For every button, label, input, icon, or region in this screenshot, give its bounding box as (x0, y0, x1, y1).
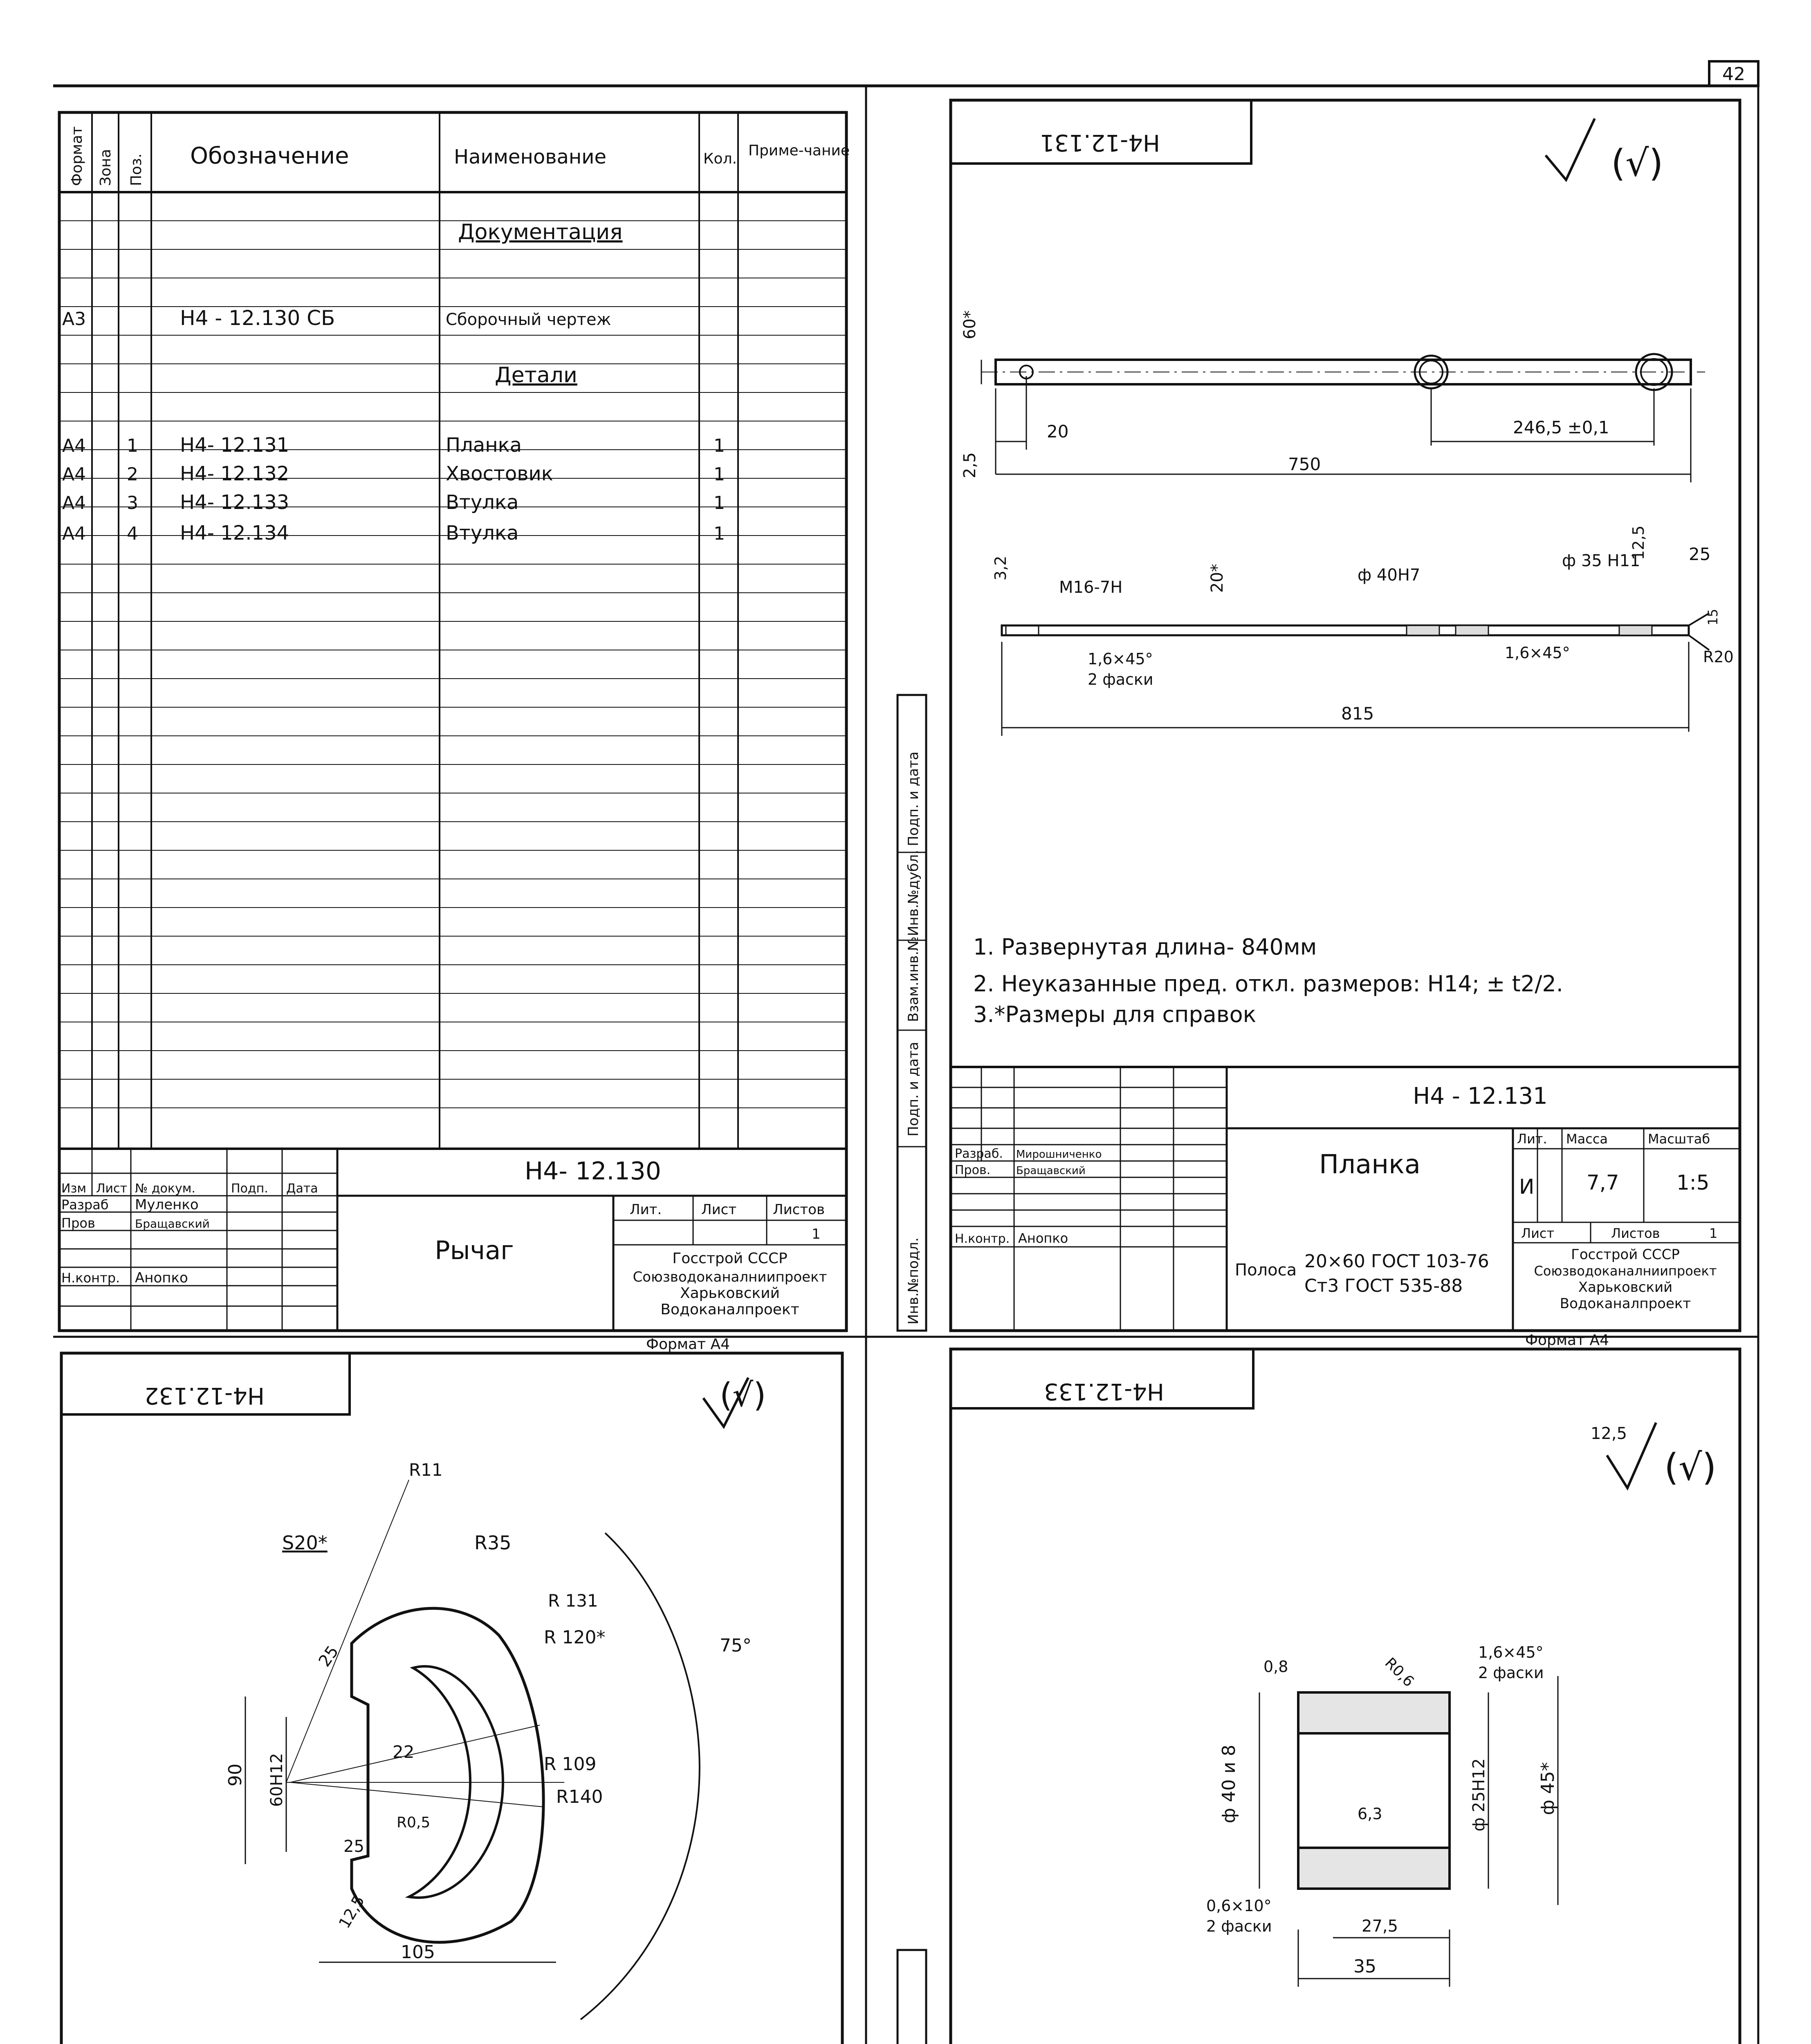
tail-part-drawing (225, 1460, 752, 2019)
svg-text:25: 25 (1689, 544, 1711, 564)
svg-text:15: 15 (1705, 609, 1721, 625)
svg-text:1: 1 (714, 493, 725, 513)
svg-text:Подп.: Подп. (231, 1181, 268, 1196)
parts-row (62, 462, 725, 485)
svg-text:S20*: S20* (282, 1532, 328, 1554)
svg-text:Союзводоканалниипроект: Союзводоканалниипроект (633, 1269, 827, 1285)
format-131: Формат А4 (1525, 1332, 1609, 1349)
svg-text:И: И (1519, 1175, 1535, 1199)
hdr-designation: Обозначение (190, 143, 349, 169)
svg-text:4: 4 (127, 523, 138, 544)
code-131: Н4 - 12.131 (1413, 1083, 1548, 1109)
svg-text:1:5: 1:5 (1676, 1171, 1710, 1195)
svg-text:Лит.: Лит. (1517, 1131, 1547, 1147)
svg-text:Взам.инв.№: Взам.инв.№ (905, 936, 922, 1022)
svg-text:90: 90 (225, 1764, 246, 1786)
svg-text:Изм: Изм (61, 1181, 87, 1196)
svg-text:Хвостовик: Хвостовик (446, 462, 553, 485)
svg-text:Пров.: Пров. (955, 1163, 991, 1177)
svg-text:1: 1 (714, 523, 725, 544)
svg-text:R20: R20 (1703, 648, 1734, 666)
spec-title-block (59, 1149, 846, 1353)
svg-text:Н4- 12.132: Н4- 12.132 (180, 462, 289, 485)
bushing-section (1206, 1643, 1558, 1987)
svg-text:А4: А4 (62, 493, 86, 513)
sheet-133 (898, 1349, 1740, 2044)
svg-text:Лист: Лист (1521, 1226, 1555, 1241)
svg-text:2 фаски: 2 фаски (1088, 670, 1153, 688)
svg-text:1: 1 (714, 435, 725, 456)
svg-text:ф 25Н12: ф 25Н12 (1470, 1758, 1488, 1831)
svg-text:ф 35 Н11: ф 35 Н11 (1562, 551, 1640, 570)
svg-text:ф 45*: ф 45* (1537, 1762, 1558, 1815)
page-number-box (1709, 61, 1758, 86)
svg-text:1: 1 (812, 1226, 821, 1242)
svg-text:Листов: Листов (1611, 1226, 1660, 1241)
svg-text:105: 105 (401, 1942, 435, 1963)
svg-text:1,6×45°: 1,6×45° (1478, 1643, 1544, 1661)
svg-text:А4: А4 (62, 435, 86, 456)
svg-text:R11: R11 (409, 1460, 443, 1480)
svg-text:R 131: R 131 (548, 1591, 598, 1611)
svg-text:1: 1 (127, 435, 138, 456)
doc-row-name: Сборочный чертеж (446, 310, 611, 329)
svg-text:Планка: Планка (446, 434, 522, 457)
svg-text:Лист: Лист (96, 1181, 128, 1196)
svg-text:Муленко: Муленко (135, 1197, 199, 1213)
svg-text:2 фаски: 2 фаски (1206, 1917, 1272, 1935)
hdr-name: Наименование (454, 146, 607, 168)
svg-text:2 фаски: 2 фаски (1478, 1664, 1544, 1682)
svg-text:А4: А4 (62, 464, 86, 485)
hdr-pos: Поз. (128, 153, 145, 186)
svg-text:Листов: Листов (773, 1201, 825, 1218)
doc-row-designation: Н4 - 12.130 СБ (180, 306, 335, 330)
stamp-code-133: Н4-12.133 (1044, 1378, 1164, 1405)
svg-text:Инв.№подл.: Инв.№подл. (905, 1237, 922, 1325)
svg-text:R 109: R 109 (544, 1754, 597, 1775)
svg-text:1,6×45°: 1,6×45° (1088, 650, 1153, 668)
section-documentation: Документация (458, 220, 623, 244)
svg-text:Лит.: Лит. (630, 1201, 662, 1218)
plank-side-view (992, 525, 1734, 736)
svg-text:1,6×45°: 1,6×45° (1505, 644, 1570, 662)
svg-text:Дата: Дата (286, 1181, 318, 1196)
svg-text:60*: 60* (960, 310, 979, 339)
svg-text:ф 40Н7: ф 40Н7 (1358, 566, 1421, 585)
title-block-131 (951, 1067, 1740, 1349)
svg-text:0,8: 0,8 (1263, 1658, 1288, 1676)
spec-title: Рычаг (435, 1235, 514, 1265)
svg-text:3,2: 3,2 (992, 556, 1010, 580)
svg-text:20*: 20* (1208, 564, 1227, 593)
side-label-strip (898, 695, 926, 1331)
svg-text:27,5: 27,5 (1362, 1917, 1398, 1936)
svg-text:2. Неуказанные пред. откл. раз: 2. Неуказанные пред. откл. размеров: Н14; ± t2/2. (973, 971, 1563, 997)
svg-text:60Н12: 60Н12 (267, 1753, 286, 1807)
svg-text:22: 22 (393, 1742, 415, 1762)
svg-text:Мирошниченко: Мирошниченко (1016, 1148, 1102, 1161)
specification-sheet (59, 112, 850, 1353)
svg-text:R 120*: R 120* (544, 1627, 606, 1648)
svg-text:20×60 ГОСТ 103-76: 20×60 ГОСТ 103-76 (1304, 1251, 1489, 1272)
roughness-value-133: 12,5 (1591, 1424, 1627, 1443)
sheet-132 (61, 1353, 842, 2044)
notes-131 (973, 934, 1563, 1027)
svg-text:Подп. и дата: Подп. и дата (905, 751, 922, 846)
roughness-133: (√) (1664, 1446, 1717, 1489)
svg-text:Водоканалпроект: Водоканалпроект (1560, 1295, 1691, 1312)
spec-code: Н4- 12.130 (525, 1157, 661, 1186)
svg-text:Бращавский: Бращавский (135, 1217, 210, 1230)
stamp-code-132: Н4-12.132 (144, 1382, 265, 1409)
svg-text:Полоса: Полоса (1235, 1261, 1297, 1280)
svg-text:Н4- 12.133: Н4- 12.133 (180, 491, 289, 514)
svg-text:0,6×10°: 0,6×10° (1206, 1897, 1272, 1915)
hdr-note: Приме-чание (748, 142, 850, 159)
svg-text:Харьковский: Харьковский (680, 1285, 780, 1302)
svg-text:А4: А4 (62, 523, 86, 544)
svg-text:25: 25 (343, 1837, 364, 1856)
svg-text:Госстрой СССР: Госстрой СССР (672, 1250, 788, 1267)
svg-text:Н4- 12.131: Н4- 12.131 (180, 434, 289, 457)
svg-text:3.*Размеры для справок: 3.*Размеры для справок (973, 1002, 1257, 1027)
svg-text:R140: R140 (556, 1786, 603, 1807)
svg-text:2: 2 (127, 464, 138, 485)
svg-text:№ докум.: № докум. (135, 1181, 195, 1196)
svg-text:Анопко: Анопко (1018, 1230, 1068, 1246)
parts-row (62, 434, 725, 457)
svg-text:Харьковский: Харьковский (1578, 1279, 1673, 1295)
svg-text:1. Развернутая длина- 840мм: 1. Развернутая длина- 840мм (973, 934, 1317, 960)
svg-text:25: 25 (315, 1642, 343, 1670)
svg-text:20: 20 (1047, 421, 1069, 442)
svg-text:Втулка: Втулка (446, 522, 519, 545)
side-label-strip (898, 1950, 926, 2044)
svg-text:2,5: 2,5 (960, 452, 979, 478)
svg-text:3: 3 (127, 493, 138, 513)
svg-text:Пров: Пров (61, 1215, 95, 1231)
parts-row (62, 491, 725, 514)
svg-text:Н.контр.: Н.контр. (955, 1232, 1010, 1246)
roughness-132: (√) (720, 1376, 766, 1414)
svg-text:R35: R35 (474, 1532, 512, 1554)
sheet-131 (898, 100, 1740, 1349)
svg-text:75°: 75° (720, 1635, 752, 1656)
svg-text:Водоканалпроект: Водоканалпроект (660, 1301, 799, 1318)
hdr-qty: Кол. (703, 150, 737, 167)
svg-text:Н.контр.: Н.контр. (61, 1270, 120, 1286)
page-number: 42 (1722, 64, 1745, 85)
svg-text:ф 40 и 8: ф 40 и 8 (1219, 1744, 1239, 1823)
svg-text:Ст3 ГОСТ 535-88: Ст3 ГОСТ 535-88 (1304, 1275, 1463, 1296)
svg-text:Масштаб: Масштаб (1648, 1131, 1710, 1147)
svg-text:815: 815 (1341, 704, 1374, 724)
parts-row (62, 522, 725, 545)
svg-text:12,5: 12,5 (335, 1892, 368, 1932)
svg-text:Анопко: Анопко (135, 1270, 188, 1286)
svg-text:Госстрой СССР: Госстрой СССР (1571, 1246, 1680, 1263)
svg-text:Бращавский: Бращавский (1016, 1165, 1086, 1177)
svg-text:R0,6: R0,6 (1381, 1654, 1417, 1690)
svg-text:Союзводоканалниипроект: Союзводоканалниипроект (1534, 1263, 1717, 1279)
hdr-format: Формат (69, 126, 85, 186)
svg-text:246,5 ±0,1: 246,5 ±0,1 (1513, 417, 1609, 437)
svg-text:1: 1 (714, 464, 725, 485)
svg-text:Подп. и дата: Подп. и дата (905, 1042, 922, 1136)
svg-text:Втулка: Втулка (446, 491, 519, 514)
svg-text:М16-7Н: М16-7Н (1059, 578, 1123, 597)
svg-text:Инв.№дубл.: Инв.№дубл. (905, 849, 922, 936)
plank-top-view (960, 310, 1705, 482)
doc-row-format: А3 (62, 309, 86, 329)
svg-text:Н4- 12.134: Н4- 12.134 (180, 522, 289, 545)
svg-text:Разраб.: Разраб. (955, 1147, 1003, 1161)
roughness-131: (√) (1611, 142, 1663, 185)
svg-text:R0,5: R0,5 (397, 1814, 431, 1831)
svg-text:Разраб: Разраб (61, 1197, 109, 1213)
svg-text:Лист: Лист (701, 1201, 737, 1218)
stamp-code-131: Н4-12.131 (1040, 129, 1160, 156)
svg-text:750: 750 (1288, 454, 1321, 474)
svg-text:Масса: Масса (1566, 1131, 1608, 1147)
svg-text:35: 35 (1353, 1956, 1376, 1977)
title-131: Планка (1319, 1150, 1421, 1180)
svg-text:7,7: 7,7 (1587, 1171, 1619, 1195)
spec-format: Формат А4 (646, 1336, 730, 1353)
svg-text:6,3: 6,3 (1358, 1805, 1382, 1823)
svg-text:1: 1 (1709, 1226, 1718, 1241)
hdr-zone: Зона (97, 149, 114, 186)
svg-text:12,5: 12,5 (1629, 525, 1647, 560)
section-parts: Детали (495, 363, 577, 388)
